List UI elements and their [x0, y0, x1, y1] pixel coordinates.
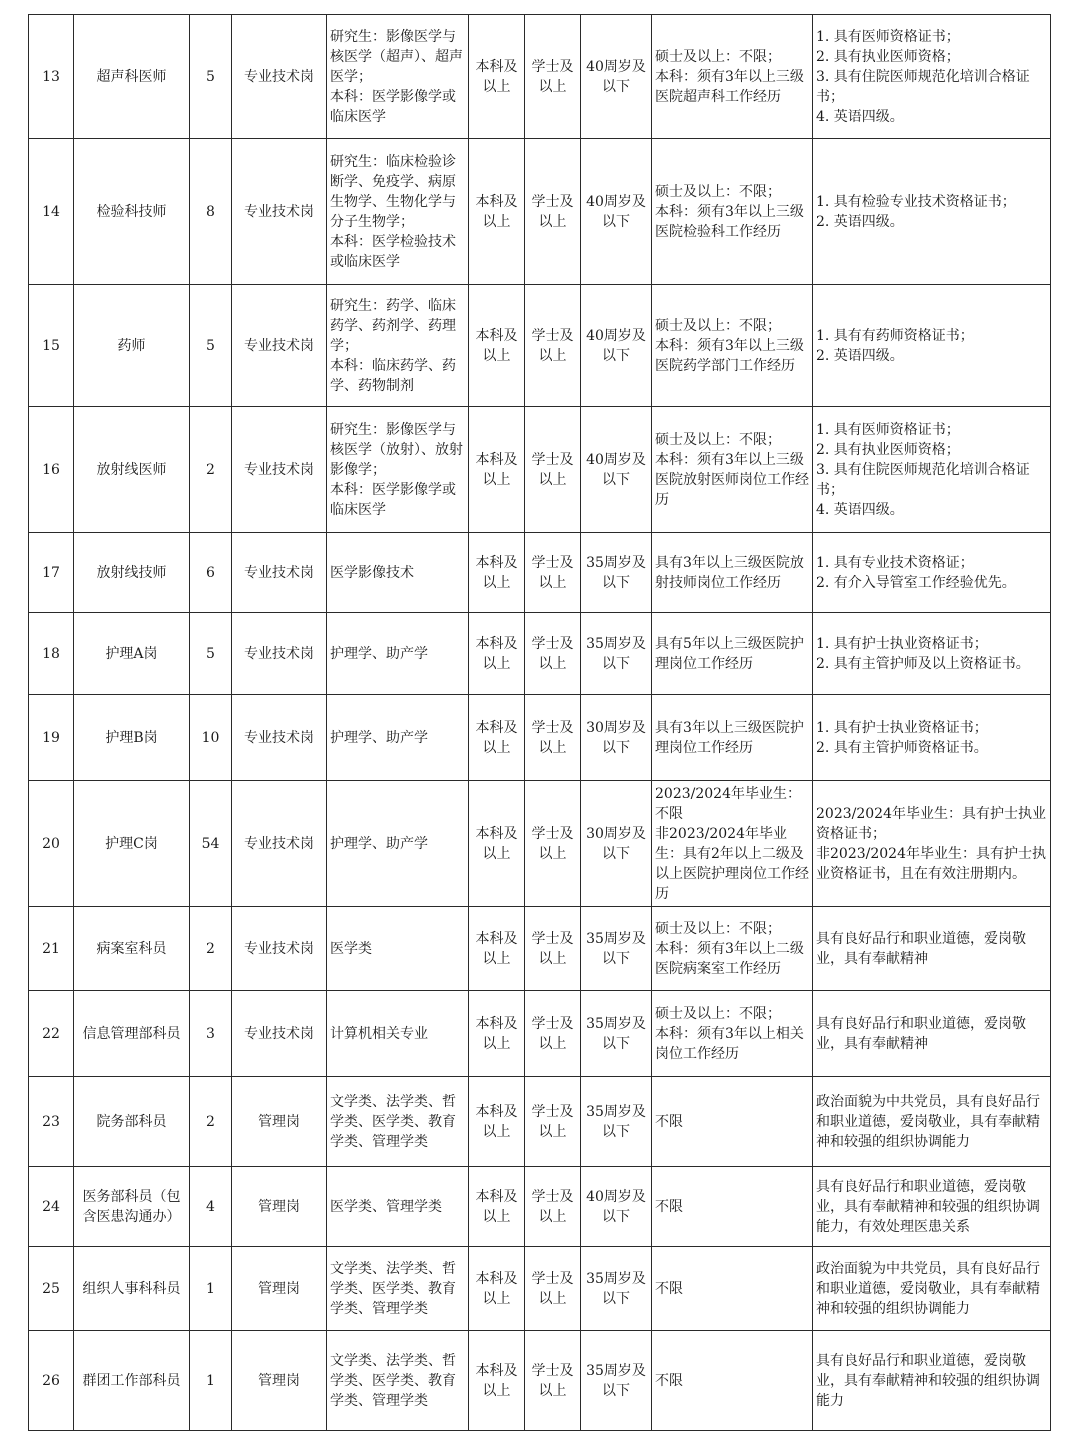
cell-education: 本科及以上: [469, 613, 525, 695]
cell-headcount: 2: [190, 1077, 232, 1167]
cell-headcount: 3: [190, 991, 232, 1077]
cell-major: 医学类: [327, 907, 469, 991]
cell-post-type: 管理岗: [232, 1077, 327, 1167]
cell-age: 40周岁及以下: [581, 1167, 652, 1247]
table-row: [29, 15, 1051, 139]
table-row: [29, 781, 1051, 907]
cell-post-type: 专业技术岗: [232, 991, 327, 1077]
table-body: [29, 15, 1051, 1431]
cell-post-name: 病案室科员: [74, 907, 190, 991]
cell-experience: 2023/2024年毕业生：不限 非2023/2024年毕业生：具有2年以上二级及以上医院护理岗位工作经历: [652, 781, 813, 907]
cell-number: 16: [29, 407, 74, 533]
cell-experience: 具有3年以上三级医院放射技师岗位工作经历: [652, 533, 813, 613]
cell-requirements: 具有良好品行和职业道德，爱岗敬业，具有奉献精神: [813, 991, 1051, 1077]
cell-degree: 学士及以上: [525, 781, 581, 907]
cell-post-type: 专业技术岗: [232, 781, 327, 907]
cell-requirements: 具有良好品行和职业道德，爱岗敬业，具有奉献精神和较强的组织协调能力，有效处理医患关系: [813, 1167, 1051, 1247]
cell-experience: 硕士及以上：不限； 本科：须有3年以上相关岗位工作经历: [652, 991, 813, 1077]
cell-degree: 学士及以上: [525, 1167, 581, 1247]
cell-post-type: 专业技术岗: [232, 533, 327, 613]
cell-post-type: 专业技术岗: [232, 285, 327, 407]
cell-age: 35周岁及以下: [581, 1077, 652, 1167]
cell-post-name: 放射线医师: [74, 407, 190, 533]
cell-post-name: 护理C岗: [74, 781, 190, 907]
cell-headcount: 1: [190, 1247, 232, 1331]
cell-education: 本科及以上: [469, 1247, 525, 1331]
cell-number: 20: [29, 781, 74, 907]
cell-age: 40周岁及以下: [581, 139, 652, 285]
cell-requirements: 1. 具有有药师资格证书； 2. 英语四级。: [813, 285, 1051, 407]
table-row: [29, 991, 1051, 1077]
cell-requirements: 政治面貌为中共党员，具有良好品行和职业道德，爱岗敬业，具有奉献精神和较强的组织协调能力: [813, 1077, 1051, 1167]
cell-number: 17: [29, 533, 74, 613]
cell-number: 14: [29, 139, 74, 285]
cell-experience: 硕士及以上：不限； 本科：须有3年以上三级医院超声科工作经历: [652, 15, 813, 139]
cell-requirements: 1. 具有专业技术资格证； 2. 有介入导管室工作经验优先。: [813, 533, 1051, 613]
table-row: [29, 533, 1051, 613]
cell-post-name: 组织人事科科员: [74, 1247, 190, 1331]
cell-age: 35周岁及以下: [581, 907, 652, 991]
cell-post-type: 管理岗: [232, 1247, 327, 1331]
cell-major: 文学类、法学类、哲学类、医学类、教育学类、管理学类: [327, 1077, 469, 1167]
cell-education: 本科及以上: [469, 695, 525, 781]
table-row: [29, 1077, 1051, 1167]
cell-major: 护理学、助产学: [327, 781, 469, 907]
cell-experience: 具有5年以上三级医院护理岗位工作经历: [652, 613, 813, 695]
cell-headcount: 5: [190, 15, 232, 139]
table-row: [29, 695, 1051, 781]
cell-post-name: 医务部科员（包含医患沟通办）: [74, 1167, 190, 1247]
table-row: [29, 1167, 1051, 1247]
cell-degree: 学士及以上: [525, 907, 581, 991]
cell-major: 研究生：临床检验诊断学、免疫学、病原生物学、生物化学与分子生物学； 本科：医学检验技术或临床医学: [327, 139, 469, 285]
cell-age: 40周岁及以下: [581, 285, 652, 407]
table-row: [29, 139, 1051, 285]
cell-age: 35周岁及以下: [581, 613, 652, 695]
cell-headcount: 5: [190, 613, 232, 695]
cell-degree: 学士及以上: [525, 533, 581, 613]
cell-experience: 不限: [652, 1247, 813, 1331]
cell-age: 30周岁及以下: [581, 695, 652, 781]
cell-headcount: 8: [190, 139, 232, 285]
table-row: [29, 1247, 1051, 1331]
cell-degree: 学士及以上: [525, 407, 581, 533]
cell-education: 本科及以上: [469, 907, 525, 991]
cell-degree: 学士及以上: [525, 613, 581, 695]
table-row: [29, 1331, 1051, 1431]
cell-post-name: 检验科技师: [74, 139, 190, 285]
table-row: [29, 407, 1051, 533]
cell-age: 35周岁及以下: [581, 991, 652, 1077]
cell-education: 本科及以上: [469, 139, 525, 285]
cell-experience: 不限: [652, 1331, 813, 1431]
cell-age: 40周岁及以下: [581, 407, 652, 533]
cell-education: 本科及以上: [469, 533, 525, 613]
cell-major: 护理学、助产学: [327, 695, 469, 781]
cell-experience: 不限: [652, 1167, 813, 1247]
cell-headcount: 10: [190, 695, 232, 781]
cell-experience: 硕士及以上：不限； 本科：须有3年以上二级医院病案室工作经历: [652, 907, 813, 991]
cell-post-type: 管理岗: [232, 1331, 327, 1431]
table-row: [29, 613, 1051, 695]
cell-major: 护理学、助产学: [327, 613, 469, 695]
cell-post-name: 信息管理部科员: [74, 991, 190, 1077]
cell-degree: 学士及以上: [525, 285, 581, 407]
cell-post-type: 专业技术岗: [232, 613, 327, 695]
cell-number: 25: [29, 1247, 74, 1331]
cell-age: 30周岁及以下: [581, 781, 652, 907]
cell-age: 35周岁及以下: [581, 1247, 652, 1331]
cell-degree: 学士及以上: [525, 1247, 581, 1331]
cell-post-name: 群团工作部科员: [74, 1331, 190, 1431]
cell-headcount: 4: [190, 1167, 232, 1247]
cell-post-type: 专业技术岗: [232, 139, 327, 285]
cell-degree: 学士及以上: [525, 1331, 581, 1431]
cell-requirements: 2023/2024年毕业生：具有护士执业资格证书； 非2023/2024年毕业生：具有护士执业资格证书，且在有效注册期内。: [813, 781, 1051, 907]
cell-major: 计算机相关专业: [327, 991, 469, 1077]
cell-requirements: 具有良好品行和职业道德，爱岗敬业，具有奉献精神: [813, 907, 1051, 991]
cell-post-name: 超声科医师: [74, 15, 190, 139]
recruitment-table: [28, 14, 1051, 1431]
cell-number: 13: [29, 15, 74, 139]
cell-experience: 不限: [652, 1077, 813, 1167]
cell-education: 本科及以上: [469, 781, 525, 907]
cell-number: 24: [29, 1167, 74, 1247]
cell-education: 本科及以上: [469, 991, 525, 1077]
cell-headcount: 2: [190, 907, 232, 991]
cell-major: 文学类、法学类、哲学类、医学类、教育学类、管理学类: [327, 1331, 469, 1431]
cell-post-name: 护理B岗: [74, 695, 190, 781]
cell-requirements: 1. 具有医师资格证书； 2. 具有执业医师资格； 3. 具有住院医师规范化培训合格证书； 4. 英语四级。: [813, 407, 1051, 533]
cell-post-name: 护理A岗: [74, 613, 190, 695]
cell-education: 本科及以上: [469, 1167, 525, 1247]
cell-number: 15: [29, 285, 74, 407]
cell-requirements: 具有良好品行和职业道德，爱岗敬业，具有奉献精神和较强的组织协调能力: [813, 1331, 1051, 1431]
cell-post-name: 放射线技师: [74, 533, 190, 613]
cell-post-name: 药师: [74, 285, 190, 407]
cell-degree: 学士及以上: [525, 695, 581, 781]
cell-number: 22: [29, 991, 74, 1077]
cell-number: 18: [29, 613, 74, 695]
cell-age: 35周岁及以下: [581, 533, 652, 613]
table-row: [29, 285, 1051, 407]
cell-degree: 学士及以上: [525, 1077, 581, 1167]
cell-number: 26: [29, 1331, 74, 1431]
cell-requirements: 政治面貌为中共党员，具有良好品行和职业道德，爱岗敬业，具有奉献精神和较强的组织协调能力: [813, 1247, 1051, 1331]
cell-number: 19: [29, 695, 74, 781]
cell-post-name: 院务部科员: [74, 1077, 190, 1167]
cell-post-type: 管理岗: [232, 1167, 327, 1247]
cell-major: 文学类、法学类、哲学类、医学类、教育学类、管理学类: [327, 1247, 469, 1331]
cell-requirements: 1. 具有护士执业资格证书； 2. 具有主管护师及以上资格证书。: [813, 613, 1051, 695]
cell-experience: 硕士及以上：不限； 本科：须有3年以上三级医院药学部门工作经历: [652, 285, 813, 407]
cell-headcount: 6: [190, 533, 232, 613]
cell-major: 研究生：影像医学与核医学（放射）、放射影像学； 本科：医学影像学或临床医学: [327, 407, 469, 533]
cell-education: 本科及以上: [469, 407, 525, 533]
cell-major: 研究生：药学、临床药学、药剂学、药理学； 本科：临床药学、药学、药物制剂: [327, 285, 469, 407]
recruitment-table-container: [28, 14, 1051, 1431]
table-row: [29, 907, 1051, 991]
cell-number: 23: [29, 1077, 74, 1167]
cell-experience: 硕士及以上：不限； 本科：须有3年以上三级医院检验科工作经历: [652, 139, 813, 285]
cell-education: 本科及以上: [469, 1077, 525, 1167]
cell-degree: 学士及以上: [525, 139, 581, 285]
cell-headcount: 54: [190, 781, 232, 907]
cell-requirements: 1. 具有检验专业技术资格证书； 2. 英语四级。: [813, 139, 1051, 285]
cell-age: 35周岁及以下: [581, 1331, 652, 1431]
cell-requirements: 1. 具有医师资格证书； 2. 具有执业医师资格； 3. 具有住院医师规范化培训合格证书； 4. 英语四级。: [813, 15, 1051, 139]
cell-major: 医学影像技术: [327, 533, 469, 613]
cell-headcount: 5: [190, 285, 232, 407]
cell-post-type: 专业技术岗: [232, 695, 327, 781]
cell-education: 本科及以上: [469, 285, 525, 407]
cell-major: 研究生：影像医学与核医学（超声）、超声医学； 本科：医学影像学或临床医学: [327, 15, 469, 139]
cell-number: 21: [29, 907, 74, 991]
cell-post-type: 专业技术岗: [232, 407, 327, 533]
cell-post-type: 专业技术岗: [232, 15, 327, 139]
cell-requirements: 1. 具有护士执业资格证书； 2. 具有主管护师资格证书。: [813, 695, 1051, 781]
cell-headcount: 2: [190, 407, 232, 533]
cell-degree: 学士及以上: [525, 991, 581, 1077]
cell-education: 本科及以上: [469, 15, 525, 139]
cell-post-type: 专业技术岗: [232, 907, 327, 991]
cell-experience: 具有3年以上三级医院护理岗位工作经历: [652, 695, 813, 781]
cell-major: 医学类、管理学类: [327, 1167, 469, 1247]
cell-headcount: 1: [190, 1331, 232, 1431]
cell-degree: 学士及以上: [525, 15, 581, 139]
cell-education: 本科及以上: [469, 1331, 525, 1431]
cell-experience: 硕士及以上：不限； 本科：须有3年以上三级医院放射医师岗位工作经历: [652, 407, 813, 533]
cell-age: 40周岁及以下: [581, 15, 652, 139]
